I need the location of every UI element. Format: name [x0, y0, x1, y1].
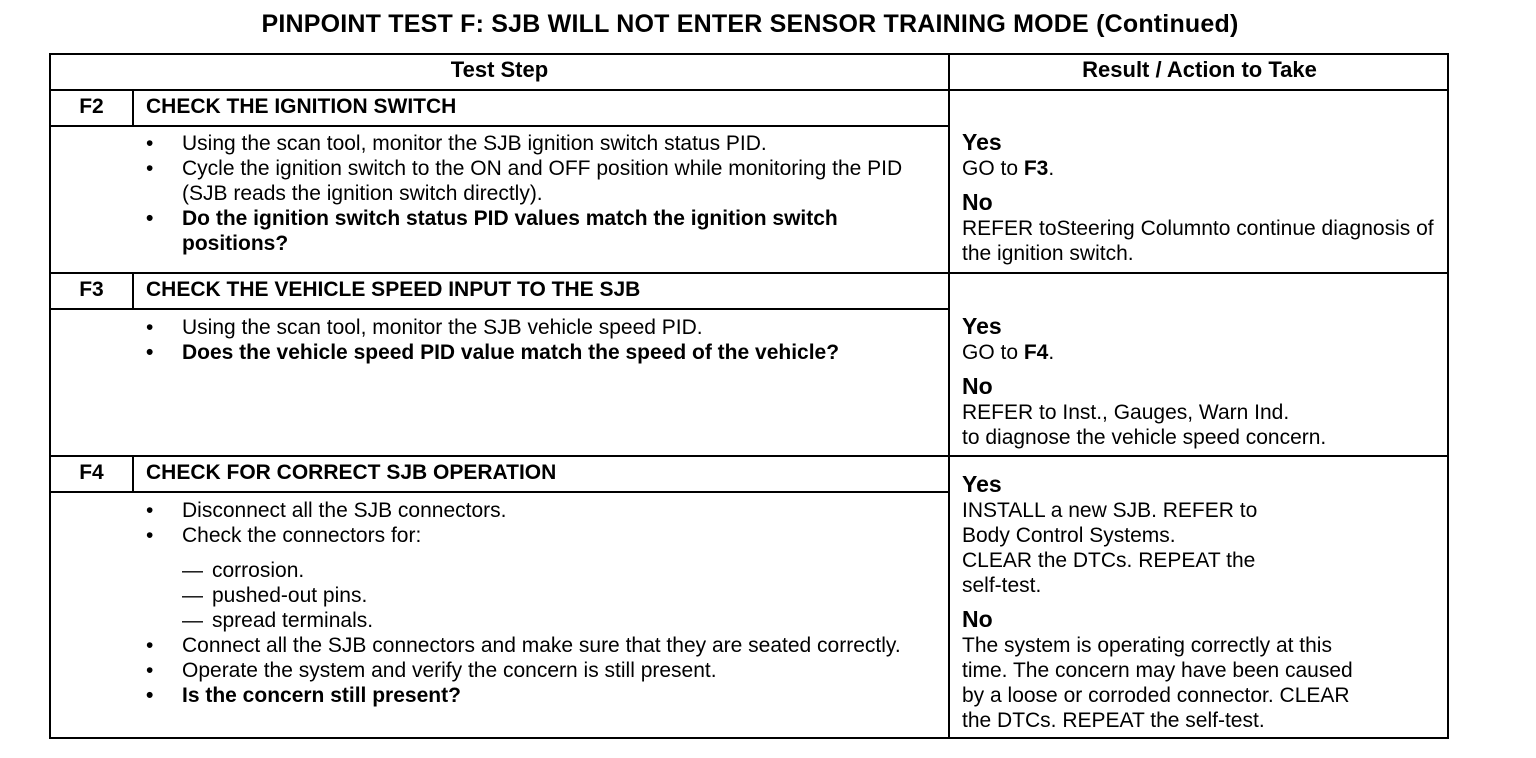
yes-target-step: F3: [1023, 157, 1049, 180]
no-label: No: [962, 373, 993, 399]
step-id-f3: F3: [79, 278, 104, 301]
no-action-line: time. The concern may have been caused: [962, 659, 1353, 682]
no-action: REFER toSteering Columnto continue diagnosis of the ignition switch.: [962, 217, 1434, 265]
pinpoint-test-table: [49, 53, 1449, 739]
no-label: No: [962, 606, 993, 632]
no-action-line: to diagnose the vehicle speed concern.: [962, 426, 1327, 449]
dash-glyph: —: [182, 609, 203, 632]
no-action-line: REFER to Inst., Gauges, Warn Ind.: [962, 401, 1290, 424]
no-label: No: [962, 189, 993, 215]
yes-action-line: CLEAR the DTCs. REPEAT the: [962, 549, 1256, 572]
header-test-step: Test Step: [450, 57, 549, 82]
step-body-f3: [146, 315, 926, 365]
header-divider: [51, 89, 1449, 91]
list-item: • Operate the system and verify the concern is still present.: [146, 658, 926, 683]
step-header-divider: [51, 125, 948, 127]
step-heading-f2: CHECK THE IGNITION SWITCH: [146, 95, 457, 118]
yes-action-suffix: .: [1048, 157, 1055, 180]
dash-glyph: —: [182, 559, 203, 582]
yes-action-line: self-test.: [962, 574, 1042, 597]
dash-item: [146, 608, 926, 633]
header-result: Result / Action to Take: [1082, 57, 1317, 82]
column-divider: [948, 55, 950, 739]
list-item: • Disconnect all the SJB connectors.: [146, 498, 926, 523]
no-action-line: The system is operating correctly at this: [962, 634, 1332, 657]
yes-action-text: GO to: [962, 157, 1024, 180]
yes-label: Yes: [962, 471, 1002, 497]
step-body-f4: [146, 498, 926, 708]
yes-action-line: INSTALL a new SJB. REFER to: [962, 499, 1258, 522]
dash-text: corrosion.: [212, 559, 305, 582]
dash-text: spread terminals.: [212, 609, 374, 632]
dash-text: pushed-out pins.: [212, 584, 368, 607]
result-f4: [962, 471, 1442, 733]
list-item: • Does the vehicle speed PID value match the speed of the vehicle?: [146, 340, 926, 365]
yes-action-text: GO to: [962, 341, 1024, 364]
step-header-divider: [51, 491, 948, 493]
dash-glyph: —: [182, 584, 203, 607]
yes-action: [962, 340, 1442, 365]
step-id-f2: F2: [79, 95, 104, 118]
list-item: • Cycle the ignition switch to the ON and OFF position while monitoring the PID (SJB reads the ignition switch directly).: [146, 156, 926, 206]
yes-label: Yes: [962, 129, 1002, 155]
dash-item: [146, 558, 926, 583]
list-item: • Is the concern still present?: [146, 683, 926, 708]
list-item: • Using the scan tool, monitor the SJB ignition switch status PID.: [146, 131, 926, 156]
step-id-divider: [132, 91, 134, 126]
result-f2: [962, 129, 1442, 266]
step-divider: [51, 455, 1449, 457]
step-id-divider: [132, 457, 134, 492]
result-f3: [962, 313, 1442, 450]
step-heading-f3: CHECK THE VEHICLE SPEED INPUT TO THE SJB: [146, 278, 641, 301]
yes-label: Yes: [962, 313, 1002, 339]
dash-item: [146, 583, 926, 608]
step-divider: [51, 272, 1449, 274]
list-item: • Using the scan tool, monitor the SJB vehicle speed PID.: [146, 315, 926, 340]
list-item: • Do the ignition switch status PID values match the ignition switch positions?: [146, 206, 926, 256]
step-header-divider: [51, 308, 948, 310]
step-id-divider: [132, 274, 134, 309]
no-action-line: the DTCs. REPEAT the self-test.: [962, 709, 1265, 732]
page-title: PINPOINT TEST F: SJB WILL NOT ENTER SENSOR TRAINING MODE (Continued): [261, 10, 1239, 38]
yes-target-step: F4: [1023, 341, 1049, 364]
step-body-f2: [146, 131, 926, 256]
no-action-line: by a loose or corroded connector. CLEAR: [962, 684, 1350, 707]
yes-action: [962, 156, 1442, 181]
list-item: • Connect all the SJB connectors and make sure that they are seated correctly.: [146, 633, 926, 658]
step-heading-f4: CHECK FOR CORRECT SJB OPERATION: [146, 461, 557, 484]
step-id-f4: F4: [79, 461, 104, 484]
list-item: • Check the connectors for:: [146, 523, 926, 548]
yes-action-suffix: .: [1048, 341, 1055, 364]
yes-action-line: Body Control Systems.: [962, 524, 1176, 547]
